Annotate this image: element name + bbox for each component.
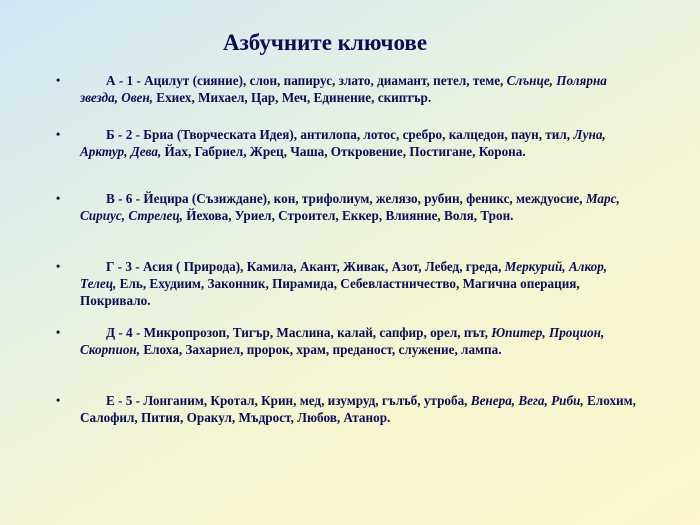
list-item (56, 258, 640, 309)
item-italic: Юпитер, Процион, Скорпион, (80, 325, 605, 357)
item-italic: Слънце, Полярна звезда, Овен, (80, 73, 607, 105)
page-title: Азбучните ключове (222, 30, 428, 55)
list-item (56, 72, 640, 106)
item-italic: Марс, Сириус, Стрелец, (80, 191, 620, 223)
bullet: • (56, 191, 61, 205)
item-text: Кротал, Крин, мед, изумруд, гълъб, утроба, (207, 393, 468, 408)
item-head: Е - 5 - Лонганим, (106, 393, 208, 408)
bullet: • (56, 393, 61, 407)
item-head: Г - 3 - Асия ( Природа), (106, 259, 244, 274)
item-text-end: Йах, Габриел, Жрец, Чаша, Откровение, Постигане, Корона. (161, 144, 526, 159)
item-text-end: Йехова, Уриел, Строител, Еккер, Влияние, Воля, Трон. (182, 208, 514, 223)
item-text: кон, трифолиум, желязо, рубин, феникс, междуосие, (270, 191, 583, 206)
item-text-end: Ель, Ехудиим, Законник, Пирамида, Себевластничество, Магична операция, Покривало. (80, 276, 580, 308)
item-italic: Меркурий, Алкор, Телец, (80, 259, 608, 291)
item-head: А - 1 - Ацилут (сияние), (106, 73, 247, 88)
list-item (56, 324, 640, 358)
item-text: антилопа, лотос, сребро, калцедон, паун, тил, (297, 127, 571, 142)
bullet: • (56, 73, 61, 87)
list-item (56, 126, 640, 160)
item-head: Б - 2 - Бриа (Творческата Идея), (106, 127, 298, 142)
item-italic: Луна, Арктур, Дева, (80, 127, 606, 159)
item-text: слон, папирус, злато, диамант, петел, теме, (246, 73, 504, 88)
item-head: Д - 4 - Микропрозоп, (106, 325, 230, 340)
item-text-end: Елохим, Салофил, Пития, Оракул, Мъдрост, Любов, Атанор. (80, 393, 636, 425)
item-text: Камила, Акант, Живак, Азот, Лебед, греда, (243, 259, 502, 274)
bullet: • (56, 325, 61, 339)
item-italic: Венера, Вега, Риби, (467, 393, 584, 408)
item-text: Тигър, Маслина, калай, сапфир, орел, път, (229, 325, 488, 340)
item-head: В - 6 - Йецира (Съзиждане), (106, 191, 271, 206)
list-item (56, 190, 640, 224)
item-text-end: Ехиех, Михаел, Цар, Меч, Единение, скиптър. (152, 90, 432, 105)
item-text-end: Елоха, Захариел, пророк, храм, преданост, служение, лампа. (140, 342, 502, 357)
bullet: • (56, 127, 61, 141)
bullet: • (56, 259, 61, 273)
list-item (56, 392, 640, 426)
